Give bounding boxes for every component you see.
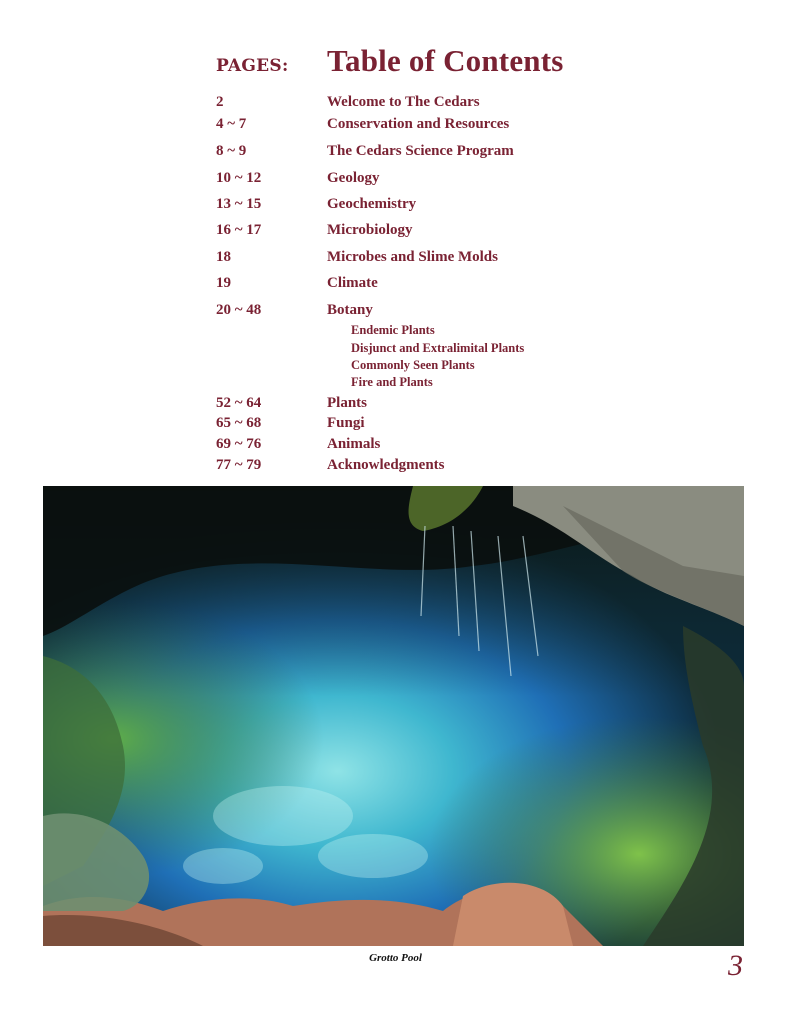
toc-page-range: 4 ~ 7	[216, 116, 247, 132]
toc-row[interactable]	[216, 436, 716, 458]
toc-row[interactable]	[216, 275, 716, 297]
toc-entry-title: The Cedars Science Program	[327, 143, 514, 159]
toc-subentry[interactable]: Fire and Plants	[351, 375, 433, 389]
photo-caption: Grotto Pool	[369, 952, 422, 964]
toc-page-range: 20 ~ 48	[216, 302, 262, 318]
pages-label: PAGES:	[216, 56, 289, 76]
toc-entry-title: Fungi	[327, 415, 365, 431]
toc-row[interactable]	[216, 116, 716, 138]
toc-row[interactable]	[216, 143, 716, 165]
toc-entry-title: Geochemistry	[327, 196, 417, 212]
toc-page-range: 10 ~ 12	[216, 170, 262, 186]
toc-page-range: 65 ~ 68	[216, 415, 262, 431]
toc-row[interactable]	[216, 249, 716, 271]
toc-entry-title: Geology	[327, 170, 380, 186]
toc-page-range: 13 ~ 15	[216, 196, 262, 212]
toc-row[interactable]	[216, 94, 716, 116]
toc-page-range: 2	[216, 94, 224, 110]
toc-entry-title: Climate	[327, 275, 378, 291]
toc-row[interactable]	[216, 222, 716, 244]
toc-subentry[interactable]: Endemic Plants	[351, 323, 435, 337]
toc-page-range: 8 ~ 9	[216, 143, 247, 159]
toc-entry-title: Botany	[327, 302, 373, 318]
grotto-pool-photo	[43, 486, 744, 946]
toc-subentry[interactable]: Disjunct and Extralimital Plants	[351, 341, 525, 355]
toc-page-range: 18	[216, 249, 231, 265]
toc-row[interactable]	[216, 302, 716, 324]
toc-page-range: 77 ~ 79	[216, 457, 262, 473]
toc-subentry[interactable]: Commonly Seen Plants	[351, 358, 475, 372]
page-number: 3	[728, 949, 743, 982]
grotto-pool-illustration	[43, 486, 744, 946]
toc-entry-title: Microbes and Slime Molds	[327, 249, 498, 265]
toc-entry-title: Conservation and Resources	[327, 116, 510, 132]
toc-row[interactable]	[216, 415, 716, 437]
toc-page-range: 69 ~ 76	[216, 436, 262, 452]
toc-row[interactable]	[216, 395, 716, 417]
toc-page-range: 16 ~ 17	[216, 222, 262, 238]
toc-page-range: 52 ~ 64	[216, 395, 262, 411]
page-title: Table of Contents	[327, 43, 564, 78]
toc-entry-title: Microbiology	[327, 222, 413, 238]
toc-row[interactable]	[216, 196, 716, 218]
toc-entry-title: Plants	[327, 395, 368, 411]
toc-entry-title: Animals	[327, 436, 381, 452]
toc-entry-title: Welcome to The Cedars	[327, 94, 480, 110]
toc-entry-title: Acknowledgments	[327, 457, 445, 473]
toc-row[interactable]	[216, 170, 716, 192]
toc-page-range: 19	[216, 275, 231, 291]
toc-row[interactable]	[216, 457, 716, 479]
